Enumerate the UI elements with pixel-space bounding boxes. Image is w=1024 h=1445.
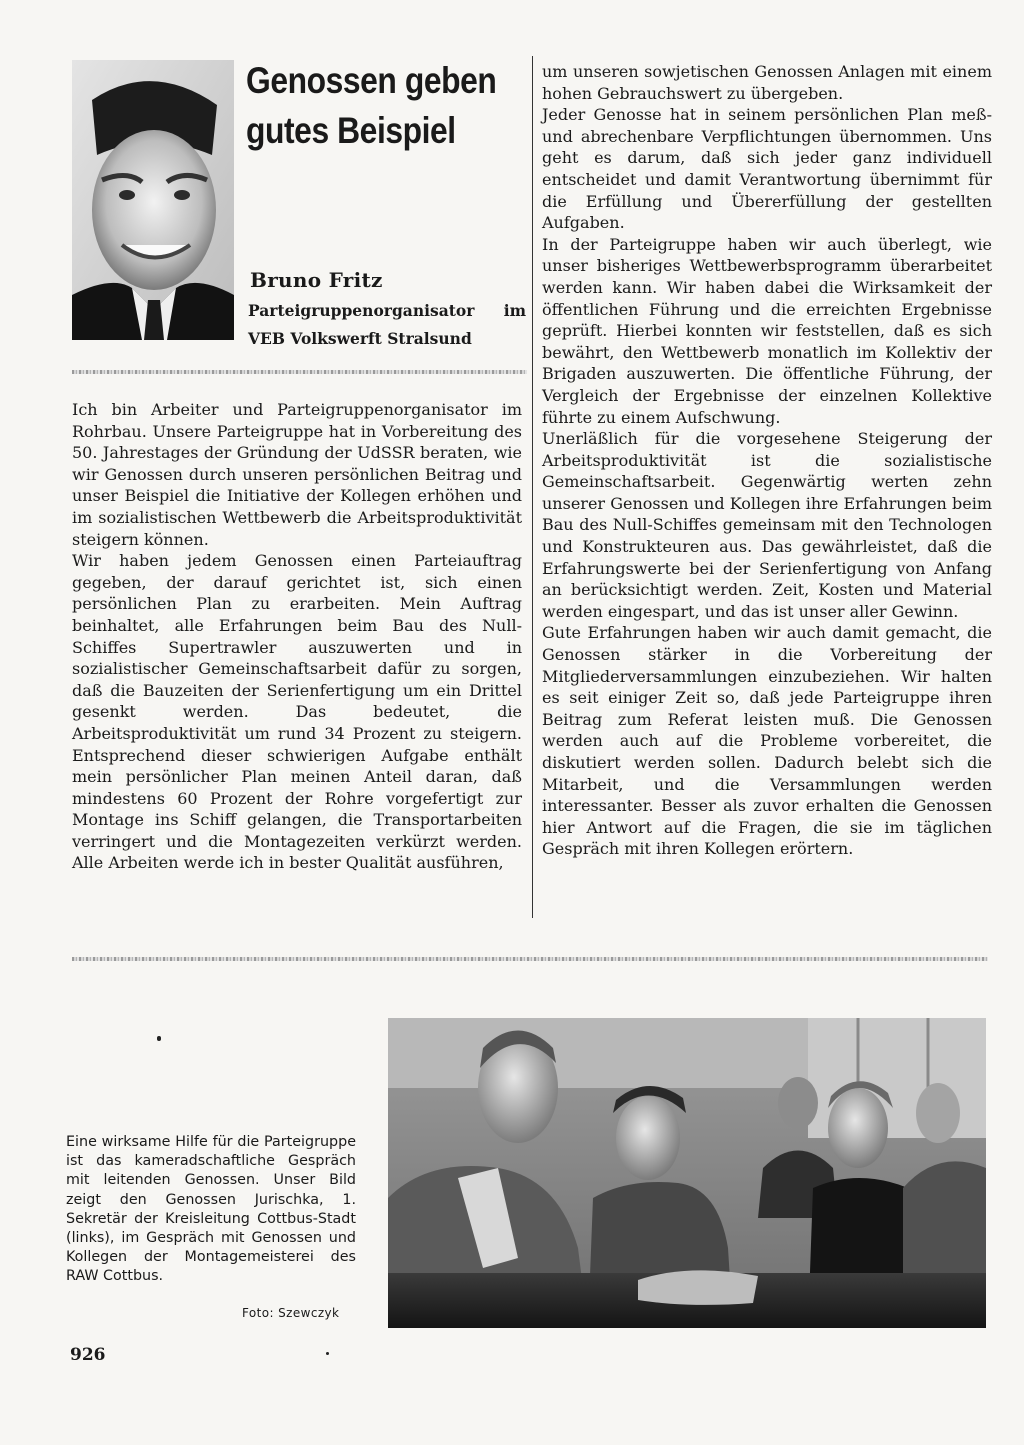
author-portrait-photo [72, 60, 234, 340]
right-paragraph-3: In der Parteigruppe haben wir auch überlegt, wie unser bisheriges Wettbewerbsprogramm überarbeitet werden kann. Wir haben dabei die Wirksamkeit der öffentlichen Führung und die erreichten Ergebnisse geprüft. Hierbei konnten wir feststellen, daß es sich bewährt, den Wettbewerb monatlich im Kollektiv der Brigaden auszuwerten. Die öffentliche Führung, der Vergleich der Ergebnisse der einzelnen Kollektive führte zu einem Aufschwung. [542, 234, 992, 427]
section-divider-middle [72, 957, 988, 961]
article-headline [246, 56, 497, 156]
author-role-line-1 [248, 297, 526, 325]
headline-line-2: gutes Beispiel [246, 110, 456, 151]
photo-caption: Eine wirksame Hilfe für die Parteigruppe ist das kameradschaftliche Gespräch mit leitenden Genossen. Unser Bild zeigt den Genossen Jurischka, 1. Sekretär der Kreisleitung Cottbus-Stadt (links), im Gespräch mit Genossen und Kollegen der Montagemeisterei des RAW Cottbus. [66, 1134, 356, 1285]
column-divider [532, 56, 533, 918]
right-paragraph-5: Gute Erfahrungen haben wir auch damit gemacht, die Genossen stärker in die Vorbereitung der Mitgliederversammlungen einzubeziehen. Wir halten es seit einiger Zeit so, daß jede Parteigruppe ihren Beitrag zum Referat leisten muß. Die Genossen werden auch auf die Probleme vorbereitet, die diskutiert werden sollen. Dadurch belebt sich die Mitarbeit, und die Versammlungen werden interessanter. Besser als zuvor erhalten die Genossen hier Antwort auf die Fragen, die sie im täglichen Gespräch mit ihren Kollegen erörtern. [542, 623, 992, 859]
author-role-line-1-text: Parteigruppenorganisator [248, 301, 475, 320]
right-paragraph-2: Jeder Genosse hat in seinem persönlichen Plan meß- und abrechenbare Verpflichtungen übernommen. Uns geht es darum, daß sich jeder ganz individuell entscheidet und damit Verantwortung übernimmt für die Erfüllung und Übererfüllung der gestellten Aufgaben. [542, 105, 992, 233]
headline-line-1: Genossen geben [246, 60, 497, 101]
print-speck [157, 1036, 161, 1041]
right-paragraph-4: Unerläßlich für die vorgesehene Steigerung der Arbeitsproduktivität ist die sozialistische Gemeinschaftsarbeit. Gegenwärtig werten zehn unserer Genossen und Kollegen ihre Erfahrungen beim Bau des Null-Schiffes gemeinsam mit den Technologen und Konstrukteuren aus. Das gewährleistet, daß die Erfahrungswerte bei der Serienfertigung von Anfang an berücksichtigt werden. Zeit, Kosten und Material werden eingespart, und das ist unser aller Gewinn. [542, 429, 992, 621]
right-paragraph-1: um unseren sowjetischen Genossen Anlagen mit einem hohen Gebrauchswert zu übergeben. [542, 62, 992, 103]
section-divider-top [72, 370, 527, 374]
left-paragraph-2: Wir haben jedem Genossen einen Parteiauftrag gegeben, der darauf gerichtet ist, sich einen persönlichen Plan zu erarbeiten. Mein Auftrag beinhaltet, alle Erfahrungen beim Bau des Null-Schiffes Supertrawler auszuwerten und in sozialistischer Gemeinschaftsarbeit dafür zu sorgen, daß die Bauzeiten der Serienfertigung um ein Drittel gesenkt werden. Das bedeutet, die Arbeitsproduktivität um rund 34 Prozent zu steigern. Entsprechend dieser schwierigen Aufgabe enthält mein persönlicher Plan meinen Anteil daran, daß mindestens 60 Prozent der Rohre vorgefertigt zur Montage ins Schiff gelangen, die Transportarbeiten verringert und die Montagezeiten verkürzt werden. Alle Arbeiten werde ich in bester Qualität ausführen, [72, 551, 522, 873]
article-column-left [72, 399, 522, 874]
author-role-line-2-text: VEB Volkswerft Stralsund [248, 329, 472, 348]
author-role [248, 297, 526, 353]
author-name: Bruno Fritz [250, 268, 383, 292]
print-speck-2 [326, 1352, 329, 1355]
article-column-right [542, 61, 992, 860]
page-number: 926 [70, 1345, 106, 1365]
author-role-line-2 [248, 325, 526, 353]
author-role-line-1-end: im [503, 301, 526, 320]
group-meeting-photo [388, 1018, 986, 1328]
left-paragraph-1: Ich bin Arbeiter und Parteigruppenorganisator im Rohrbau. Unsere Parteigruppe hat in Vorbereitung des 50. Jahrestages der Gründung der UdSSR beraten, wie wir Genossen durch unseren persönlichen Beitrag und unser Beispiel die Initiative der Kollegen erhöhen und im sozialistischen Wettbewerb die Arbeitsproduktivität steigern können. [72, 400, 522, 549]
photo-credit: Foto: Szewczyk [242, 1306, 340, 1320]
